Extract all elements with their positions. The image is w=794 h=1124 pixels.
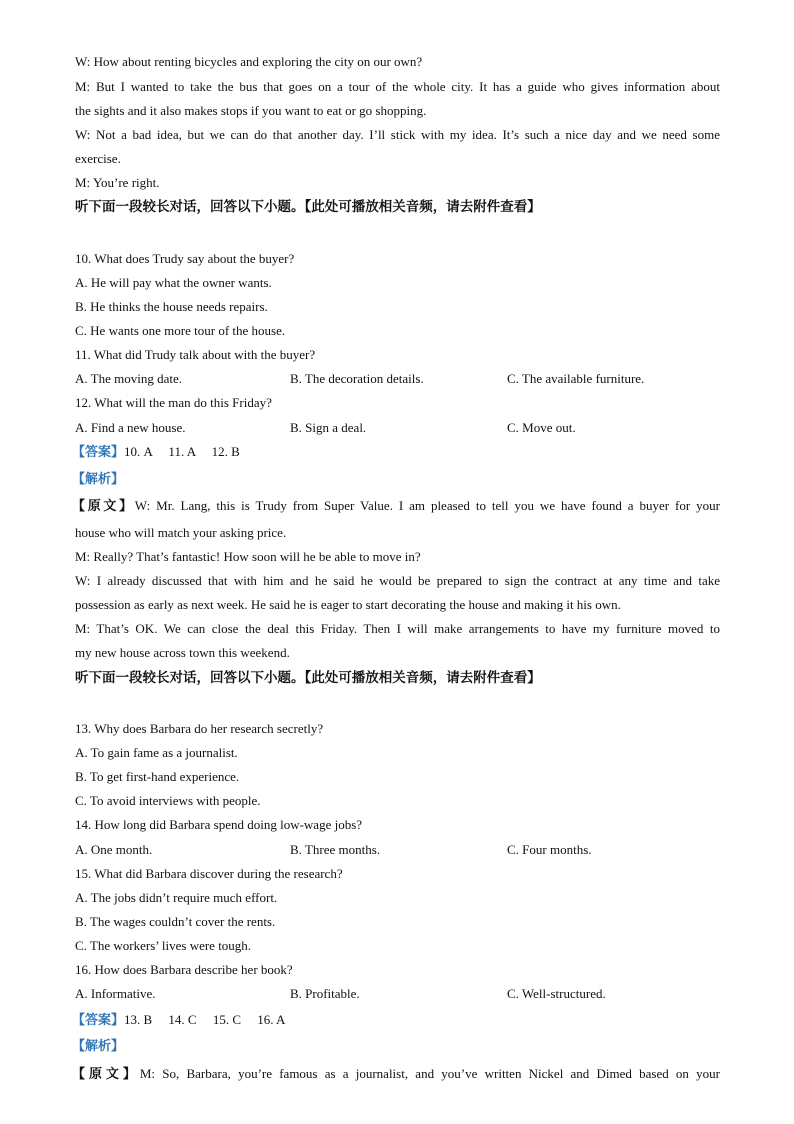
answer-tag-2: 【答案】 xyxy=(72,1013,125,1028)
question-15-option-a: A. The jobs didn’t require much effort. xyxy=(75,890,278,905)
question-11-option-c: C. The available furniture. xyxy=(507,371,645,386)
dialogue2-line1 xyxy=(72,498,720,515)
transcript-tag: 【原文】 xyxy=(72,499,135,514)
dialogue2-line1-text: W: Mr. Lang, this is Trudy from Super Value. I am pleased to tell you we have found a buyer for your xyxy=(134,498,720,513)
answer-values: 10. A 11. A 12. B xyxy=(124,444,240,459)
question-12-option-c: C. Move out. xyxy=(507,420,576,435)
analysis-block-1 xyxy=(72,471,717,488)
question-11-option-b: B. The decoration details. xyxy=(290,371,424,386)
dialogue1-line3: the sights and it also makes stops if you want to eat or go shopping. xyxy=(75,103,427,118)
dialogue1-line4: W: Not a bad idea, but we can do that another day. I’ll stick with my idea. It’s such a nice day and we need some xyxy=(75,127,720,142)
dialogue2-line3: M: Really? That’s fantastic! How soon will he be able to move in? xyxy=(75,549,421,564)
answer-tag: 【答案】 xyxy=(72,445,125,460)
question-10-option-b: B. He thinks the house needs repairs. xyxy=(75,299,268,314)
listening-instruction: 听下面一段较长对话，回答以下小题。【此处可播放相关音频，请去附件查看】 xyxy=(75,199,541,215)
question-15-option-b: B. The wages couldn’t cover the rents. xyxy=(75,914,276,929)
question-12-option-a: A. Find a new house. xyxy=(75,420,186,435)
question-13-option-c: C. To avoid interviews with people. xyxy=(75,793,261,808)
question-14-option-c: C. Four months. xyxy=(507,842,592,857)
answer-block-2 xyxy=(72,1012,717,1029)
dialogue1-line5: exercise. xyxy=(75,151,121,166)
question-10-option-c: C. He wants one more tour of the house. xyxy=(75,323,286,338)
answer-values-2: 13. B 14. C 15. C 16. A xyxy=(124,1012,286,1027)
listening-instruction-2: 听下面一段较长对话，回答以下小题。【此处可播放相关音频，请去附件查看】 xyxy=(75,670,541,686)
dialogue2-line5: possession as early as next week. He said he is eager to start decorating the house and making it his own. xyxy=(75,597,621,612)
dialogue2-line2: house who will match your asking price. xyxy=(75,525,287,540)
question-13-stem: 13. Why does Barbara do her research secretly? xyxy=(75,721,324,736)
question-13-option-b: B. To get first-hand experience. xyxy=(75,769,240,784)
question-14-option-b: B. Three months. xyxy=(290,842,381,857)
question-15-option-c: C. The workers’ lives were tough. xyxy=(75,938,252,953)
question-13-option-a: A. To gain fame as a journalist. xyxy=(75,745,238,760)
question-16-stem: 16. How does Barbara describe her book? xyxy=(75,962,293,977)
dialogue3-line1-text: M: So, Barbara, you’re famous as a journalist, and you’ve written Nickel and Dimed based on your xyxy=(139,1066,720,1081)
dialogue1-line2: M: But I wanted to take the bus that goes on a tour of the whole city. It has a guide who gives information about xyxy=(75,79,720,94)
dialogue2-line7: my new house across town this weekend. xyxy=(75,645,290,660)
question-14-option-a: A. One month. xyxy=(75,842,153,857)
question-12-stem: 12. What will the man do this Friday? xyxy=(75,395,272,410)
question-16-option-c: C. Well-structured. xyxy=(507,986,606,1001)
question-14-stem: 14. How long did Barbara spend doing low-wage jobs? xyxy=(75,817,363,832)
dialogue2-line6: M: That’s OK. We can close the deal this Friday. Then I will make arrangements to have my furniture moved to xyxy=(75,621,720,636)
dialogue3-line1 xyxy=(72,1066,720,1083)
dialogue1-line1: W: How about renting bicycles and exploring the city on our own? xyxy=(75,54,423,69)
question-15-stem: 15. What did Barbara discover during the research? xyxy=(75,866,343,881)
question-11-stem: 11. What did Trudy talk about with the buyer? xyxy=(75,347,316,362)
analysis-tag: 【解析】 xyxy=(72,472,125,487)
question-10-stem: 10. What does Trudy say about the buyer? xyxy=(75,251,295,266)
question-16-option-a: A. Informative. xyxy=(75,986,156,1001)
analysis-tag-2: 【解析】 xyxy=(72,1039,125,1054)
question-16-option-b: B. Profitable. xyxy=(290,986,360,1001)
question-11-option-a: A. The moving date. xyxy=(75,371,182,386)
answer-block-1 xyxy=(72,444,717,461)
transcript-tag-2: 【原文】 xyxy=(72,1067,140,1082)
analysis-block-2 xyxy=(72,1038,717,1055)
dialogue1-line6: M: You’re right. xyxy=(75,175,160,190)
question-12-option-b: B. Sign a deal. xyxy=(290,420,367,435)
dialogue2-line4: W: I already discussed that with him and he said he would be prepared to sign the contract at any time and take xyxy=(75,573,720,588)
question-10-option-a: A. He will pay what the owner wants. xyxy=(75,275,272,290)
